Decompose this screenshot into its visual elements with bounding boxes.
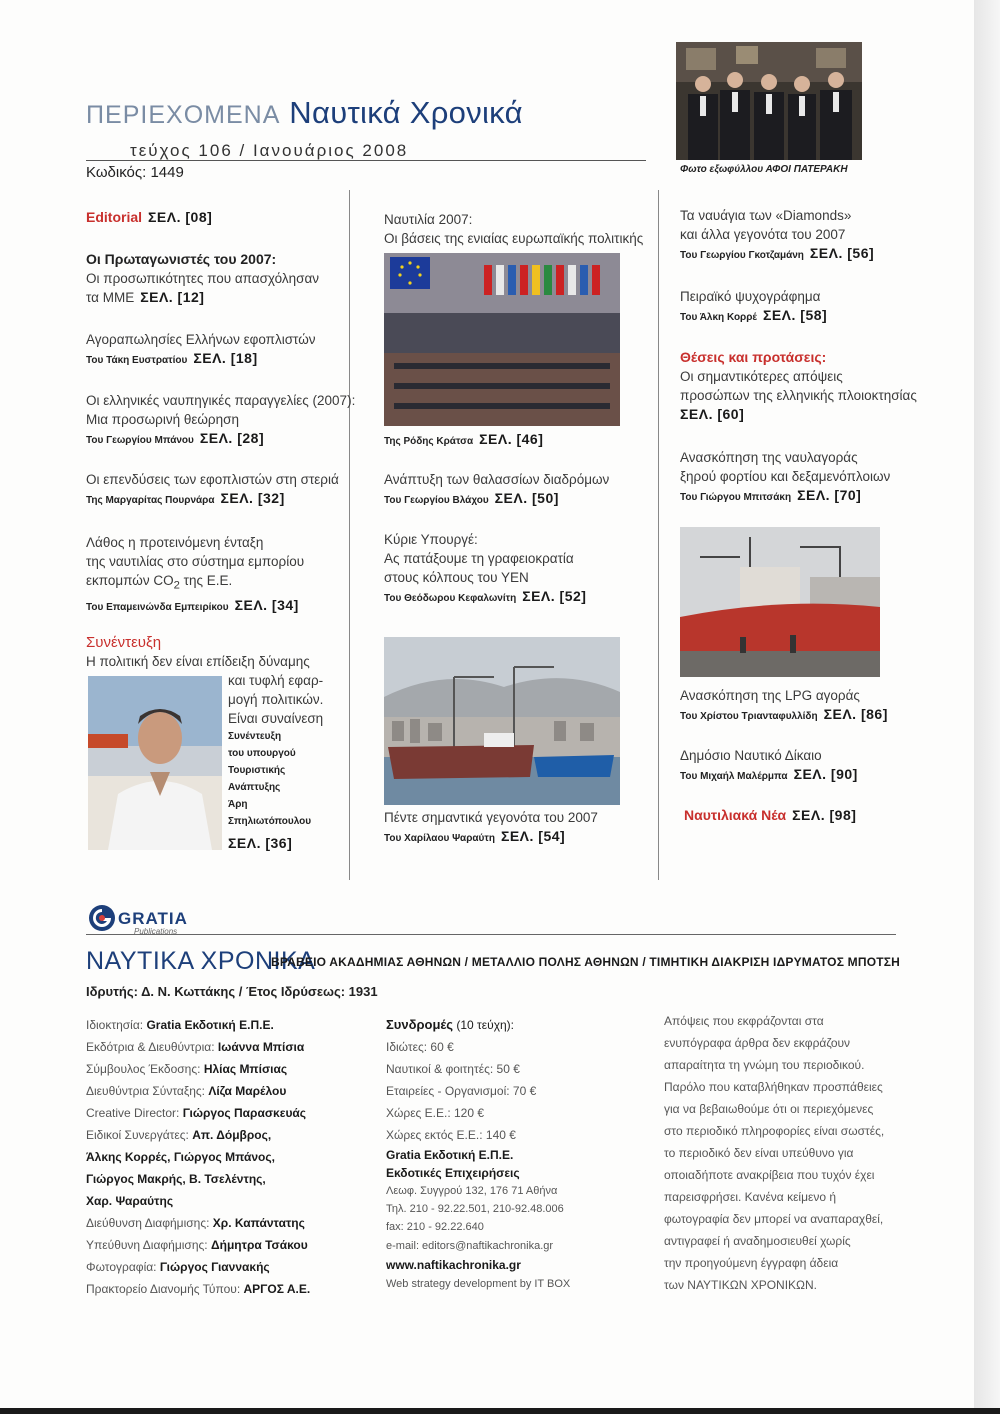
staff-row: Φωτογραφία: Γιώργος Γιαννακής [86, 1260, 270, 1274]
toc-shipping-news[interactable]: Ναυτιλιακά Νέα ΣΕΛ. [98] [684, 807, 857, 823]
toc-diamonds[interactable]: Τα ναυάγια των «Diamonds» και άλλα γεγονότα του 2007 Του Γεωργίου Γκοτζαμάνη ΣΕΛ. [56] [680, 208, 875, 261]
column-divider [349, 190, 350, 880]
toc-emissions[interactable]: Λάθος η προτεινόμενη ένταξη της ναυτιλίας στο σύστημα εμπορίου εκπομπών $CO_2$ της Ε.Ε. Του Επαμεινώνδα Εμπειρίκου ΣΕΛ. [34] [86, 535, 305, 613]
toc-eu-policy-author: Της Ρόδης Κράτσα ΣΕΛ. [46] [384, 431, 544, 447]
toc-ship-sales[interactable]: Αγοραπωλησίες Ελλήνων εφοπλιστών Του Τάκη Ευστρατίου ΣΕΛ. [18] [86, 332, 316, 366]
toc-sea-routes[interactable]: Ανάπτυξη των θαλασσίων διαδρόμων Του Γεωργίου Βλάχου ΣΕΛ. [50] [384, 472, 610, 506]
port-photo [384, 637, 620, 805]
staff-row: Γιώργος Μακρής, Β. Τσελέντης, [86, 1172, 266, 1186]
disclaimer-line: στο περιοδικό πληροφορίες είναι σωστές, [664, 1124, 885, 1138]
column-divider [658, 190, 659, 880]
staff-row: Ειδικοί Συνεργάτες: Απ. Δόμβρος, [86, 1128, 272, 1142]
disclaimer-line: αντιγραφεί ή αναδημοσιευθεί χωρίς [664, 1234, 851, 1248]
subscription-price: Χώρες Ε.Ε.: 120 € [386, 1106, 485, 1120]
interview-photo [88, 676, 222, 850]
bottom-rule [0, 1408, 1000, 1414]
subscriptions: Συνδρομές (10 τεύχη): Ιδιώτες: 60 € Ναυτικοί & φοιτητές: 50 € Εταιρείες - Οργανισμοί: 70 € Χώρες Ε.Ε.: 120 € Χώρες εκτός Ε.Ε.: 140 € Gratia Εκδοτική Ε.Π.Ε. Εκδοτικές Επιχειρήσεις Λεωφ. Συγγρού 132, 176 71 Αθήνα Τηλ. 210 - 92.22.501, 210-92.48.006 fax: 210 - 92.22.640 e-mail: editors@naftikachronika.gr www.naftikachronika.gr Web strategy development by IT BOX [386, 1017, 571, 1290]
toc-positions[interactable]: Θέσεις και προτάσεις: Οι σημαντικότερες απόψεις προσώπων της ελληνικής πλοιοκτησίας ΣΕΛ. [60] [680, 349, 917, 422]
gratia-logo: GRATIA [118, 909, 188, 928]
toc-investments[interactable]: Οι επενδύσεις των εφοπλιστών στη στεριά Της Μαργαρίτας Πουρνάρα ΣΕΛ. [32] [86, 472, 339, 506]
staff-row: Εκδότρια & Διευθύντρια: Ιωάννα Μπίσια [86, 1040, 305, 1054]
toc-minister[interactable]: Κύριε Υπουργέ: Ας πατάξουμε τη γραφειοκρατία στους κόλπους του ΥΕΝ Του Θεόδωρου Κεφαλωνίτη ΣΕΛ. [52] [384, 532, 587, 604]
header-rule [86, 160, 646, 161]
toc-freight-market[interactable]: Ανασκόπηση της ναυλαγοράς ξηρού φορτίου και δεξαμενόπλοιων Του Γιώργου Μπιτσάκη ΣΕΛ. [70] [680, 450, 891, 503]
issue-line: τεύχος 106 / Ιανουάριος 2008 [130, 141, 409, 160]
toc-shipbuilding-orders[interactable]: Οι ελληνικές ναυπηγικές παραγγελίες (2007): Μια προσωρινή θεώρηση Του Γεωργίου Μπάνου ΣΕΛ. [28] [86, 393, 356, 446]
staff-row: Χαρ. Ψαραύτης [86, 1194, 174, 1208]
staff-row: Σύμβουλος Έκδοσης: Ηλίας Μπίσιας [86, 1062, 288, 1076]
disclaimer-line: απαραίτητα τη γνώμη του περιοδικού. [664, 1058, 865, 1072]
page-title [86, 95, 523, 131]
staff-row: Ιδιοκτησία: Gratia Εκδοτική Ε.Π.Ε. [86, 1018, 274, 1032]
subscription-price: Εταιρείες - Οργανισμοί: 70 € [386, 1084, 537, 1098]
shipyard-photo [680, 527, 880, 677]
founder-line: Ιδρυτής: Δ. Ν. Κωττάκης / Έτος Ιδρύσεως: 1931 [86, 984, 378, 999]
awards-line: ΒΡΑΒΕΙΟ ΑΚΑΔΗΜΙΑΣ ΑΘΗΝΩΝ / ΜΕΤΑΛΛΙΟ ΠΟΛΗΣ ΑΘΗΝΩΝ / ΤΙΜΗΤΙΚΗ ΔΙΑΚΡΙΣΗ ΙΔΡΥΜΑΤΟΣ ΜΠΟΤΣΗ [271, 955, 901, 969]
disclaimer-line: το περιοδικό δεν είναι υπεύθυνο για [664, 1146, 854, 1160]
disclaimer-line: Παρόλο που καταβλήθηκαν προσπάθειες [664, 1080, 883, 1094]
toc-maritime-law[interactable]: Δημόσιο Ναυτικό Δίκαιο Του Μιχαήλ Μαλέρμπα ΣΕΛ. [90] [680, 748, 858, 782]
subscription-price: Ναυτικοί & φοιτητές: 50 € [386, 1062, 520, 1076]
disclaimer-line: για να βεβαιωθούμε ότι οι περιεχόμενες [664, 1102, 874, 1116]
cover-photo [676, 42, 862, 160]
disclaimer-line: των ΝΑΥΤΙΚΩΝ ΧΡΟΝΙΚΩΝ. [664, 1278, 818, 1292]
email-link[interactable]: e-mail: editors@naftikachronika.gr [386, 1240, 554, 1252]
toc-editorial[interactable]: Editorial ΣΕΛ. [08] [86, 209, 213, 225]
disclaimer-line: φωτογραφία δεν μπορεί να αναπαραχθεί, [664, 1212, 884, 1226]
website-link[interactable]: www.naftikachronika.gr [386, 1258, 521, 1272]
disclaimer [664, 1010, 884, 1296]
disclaimer-line: την προηγούμενη έγγραφη άδεια [664, 1256, 839, 1270]
staff-row: Άλκης Κορρές, Γιώργος Μπάνος, [86, 1150, 275, 1164]
gratia-logo-icon [88, 904, 116, 932]
gratia-logo-sub: Publications [134, 927, 178, 936]
page-edge [974, 0, 1000, 1414]
eu-parliament-photo [384, 253, 620, 426]
disclaimer-line: Απόψεις που εκφράζονται στα [664, 1014, 824, 1028]
subscription-prices [386, 1036, 570, 1146]
disclaimer-line: ενυπόγραφα άρθρα δεν εκφράζουν [664, 1036, 851, 1050]
disclaimer-line: οποιαδήποτε ανακρίβεια που τυχόν έχει [664, 1168, 875, 1182]
toc-lpg[interactable]: Ανασκόπηση της LPG αγοράς Του Χρίστου Τριανταφυλλίδη ΣΕΛ. [86] [680, 688, 888, 722]
staff-row: Creative Director: Γιώργος Παρασκευάς [86, 1106, 307, 1120]
issue-code: Κωδικός: 1449 [86, 164, 184, 181]
magazine-title: ΝΑΥΤΙΚΑ ΧΡΟΝΙΚΑ [86, 947, 316, 975]
footer-rule [86, 934, 896, 935]
staff-row: Υπεύθυνη Διαφήμισης: Δήμητρα Τσάκου [86, 1238, 308, 1252]
title-main: Ναυτικά Χρονικά [289, 95, 523, 130]
toc-interview[interactable]: Συνέντευξη Η πολιτική δεν είναι επίδειξη δύναμης [86, 634, 310, 669]
imprint-staff [86, 1014, 310, 1300]
toc-interview-cont: και τυφλή εφαρ- μογή πολιτικών. Είναι συναίνεση Συνέντευξη του υπουργού Τουριστικής Ανάπτυξης Άρη Σπηλιωτόπουλου ΣΕΛ. [36] [228, 673, 324, 851]
toc-events[interactable]: Πέντε σημαντικά γεγονότα του 2007 Του Χαρίλαου Ψαραύτη ΣΕΛ. [54] [384, 810, 598, 844]
subscription-price: Χώρες εκτός Ε.Ε.: 140 € [386, 1128, 516, 1142]
toc-protagonists[interactable]: Οι Πρωταγωνιστές του 2007: Οι προσωπικότητες που απασχόλησαν τα ΜΜΕ ΣΕΛ. [12] [86, 251, 320, 305]
disclaimer-line: παρεισφρήσει. Κανένα κείμενο ή [664, 1190, 837, 1204]
title-prefix: ΠΕΡΙΕΧΟΜΕΝΑ [86, 101, 281, 129]
toc-piraeus[interactable]: Πειραϊκό ψυχογράφημα Του Άλκη Κορρέ ΣΕΛ. [58] [680, 289, 828, 323]
staff-row: Διεύθυνση Διαφήμισης: Χρ. Καπάντατης [86, 1216, 305, 1230]
staff-row: Διευθύντρια Σύνταξης: Λίζα Μαρέλου [86, 1084, 287, 1098]
cover-caption: Φωτο εξωφύλλου ΑΦΟΙ ΠΑΤΕΡΑΚΗ [680, 164, 848, 175]
subscription-price: Ιδιώτες: 60 € [386, 1040, 454, 1054]
staff-row: Πρακτορείο Διανομής Τύπου: ΑΡΓΟΣ Α.Ε. [86, 1282, 311, 1296]
toc-eu-policy[interactable]: Ναυτιλία 2007: Οι βάσεις της ενιαίας ευρωπαϊκής πολιτικής [384, 212, 644, 246]
